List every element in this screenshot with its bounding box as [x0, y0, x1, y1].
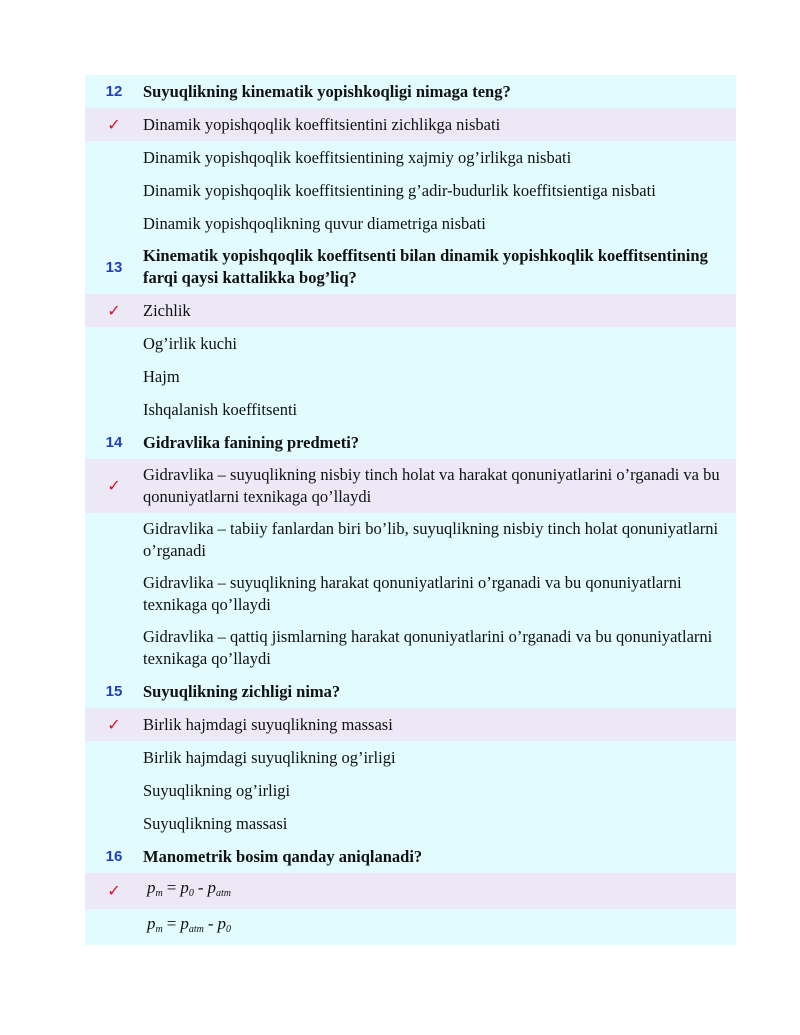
question-row	[85, 240, 736, 294]
question-row	[85, 75, 736, 108]
formula: $p_m = p_{atm} - p_0$	[147, 914, 231, 935]
answer-text: Ishqalanish koeffitsenti	[143, 399, 298, 419]
question-row	[85, 426, 736, 459]
checkmark-icon: ✓	[107, 883, 121, 900]
answer-text: Zichlik	[143, 300, 191, 320]
answer-row[interactable]	[85, 141, 736, 174]
question-text: Gidravlika fanining predmeti?	[143, 432, 360, 452]
answer-row[interactable]	[85, 393, 736, 426]
question-text: Kinematik yopishqoqlik koeffitsenti bilan dinamik yopishkoqlik koeffitsentining farqi qaysi kattalikka bog’liq?	[143, 246, 708, 287]
answer-row[interactable]	[85, 621, 736, 675]
quiz-table	[85, 75, 736, 945]
answer-row[interactable]	[85, 513, 736, 567]
answer-text: Suyuqlikning og’irligi	[143, 780, 291, 800]
answer-text: Birlik hajmdagi suyuqlikning massasi	[143, 714, 393, 734]
question-number: 13	[105, 258, 123, 276]
question-row	[85, 675, 736, 708]
answer-row[interactable]	[85, 774, 736, 807]
answer-text: Dinamik yopishqoqlik koeffitsientining g’adir-budurlik koeffitsientiga nisbati	[143, 180, 656, 200]
answer-text: Gidravlika – tabiiy fanlardan biri bo’lib, suyuqlikning nisbiy tinch holat qonuniyatlarni o’rganadi	[143, 519, 719, 560]
answer-row-correct[interactable]	[85, 873, 736, 909]
checkmark-icon: ✓	[107, 478, 121, 495]
question-number: 12	[105, 83, 123, 100]
answer-text: Birlik hajmdagi suyuqlikning og’irligi	[143, 747, 396, 767]
question-row	[85, 840, 736, 873]
answer-row-correct[interactable]	[85, 459, 736, 513]
question-number: 14	[105, 434, 123, 451]
answer-row[interactable]	[85, 741, 736, 774]
answer-row-correct[interactable]	[85, 708, 736, 741]
checkmark-icon: ✓	[107, 116, 121, 134]
question-text: Suyuqlikning zichligi nima?	[143, 681, 341, 701]
answer-row-correct[interactable]	[85, 294, 736, 327]
answer-text: Dinamik yopishqoqlikning quvur diametriga nisbati	[143, 213, 486, 233]
answer-row[interactable]	[85, 174, 736, 207]
answer-text: Gidravlika – suyuqlikning harakat qonuniyatlarini o’rganadi va bu qonuniyatlarni texnikaga qo’llaydi	[143, 573, 682, 614]
answer-row[interactable]	[85, 360, 736, 393]
answer-text: Gidravlika – suyuqlikning nisbiy tinch holat va harakat qonuniyatlarini o’rganadi va bu qonuniyatlarni texnikaga qo’llaydi	[143, 465, 720, 506]
checkmark-icon: ✓	[107, 302, 121, 320]
answer-text: Gidravlika – qattiq jismlarning harakat qonuniyatlarini o’rganadi va bu qonuniyatlarni texnikaga qo’llaydi	[143, 627, 713, 668]
answer-text: Hajm	[143, 366, 180, 386]
answer-row[interactable]	[85, 909, 736, 945]
answer-text: Og’irlik kuchi	[143, 333, 237, 353]
checkmark-icon: ✓	[107, 716, 121, 734]
answer-row[interactable]	[85, 567, 736, 621]
answer-text: Suyuqlikning massasi	[143, 813, 288, 833]
answer-row[interactable]	[85, 807, 736, 840]
question-number: 16	[105, 848, 123, 865]
answer-row-correct[interactable]	[85, 108, 736, 141]
answer-text: Dinamik yopishqoqlik koeffitsientining xajmiy og’irlikga nisbati	[143, 147, 572, 167]
question-text: Suyuqlikning kinematik yopishkoqligi nimaga teng?	[143, 81, 511, 101]
answer-text: Dinamik yopishqoqlik koeffitsientini zichlikga nisbati	[143, 114, 501, 134]
question-text: Manometrik bosim qanday aniqlanadi?	[143, 846, 423, 866]
answer-row[interactable]	[85, 207, 736, 240]
question-number: 15	[105, 683, 123, 700]
answer-row[interactable]	[85, 327, 736, 360]
formula: $p_m = p_0 - p_{atm}$	[147, 878, 231, 899]
